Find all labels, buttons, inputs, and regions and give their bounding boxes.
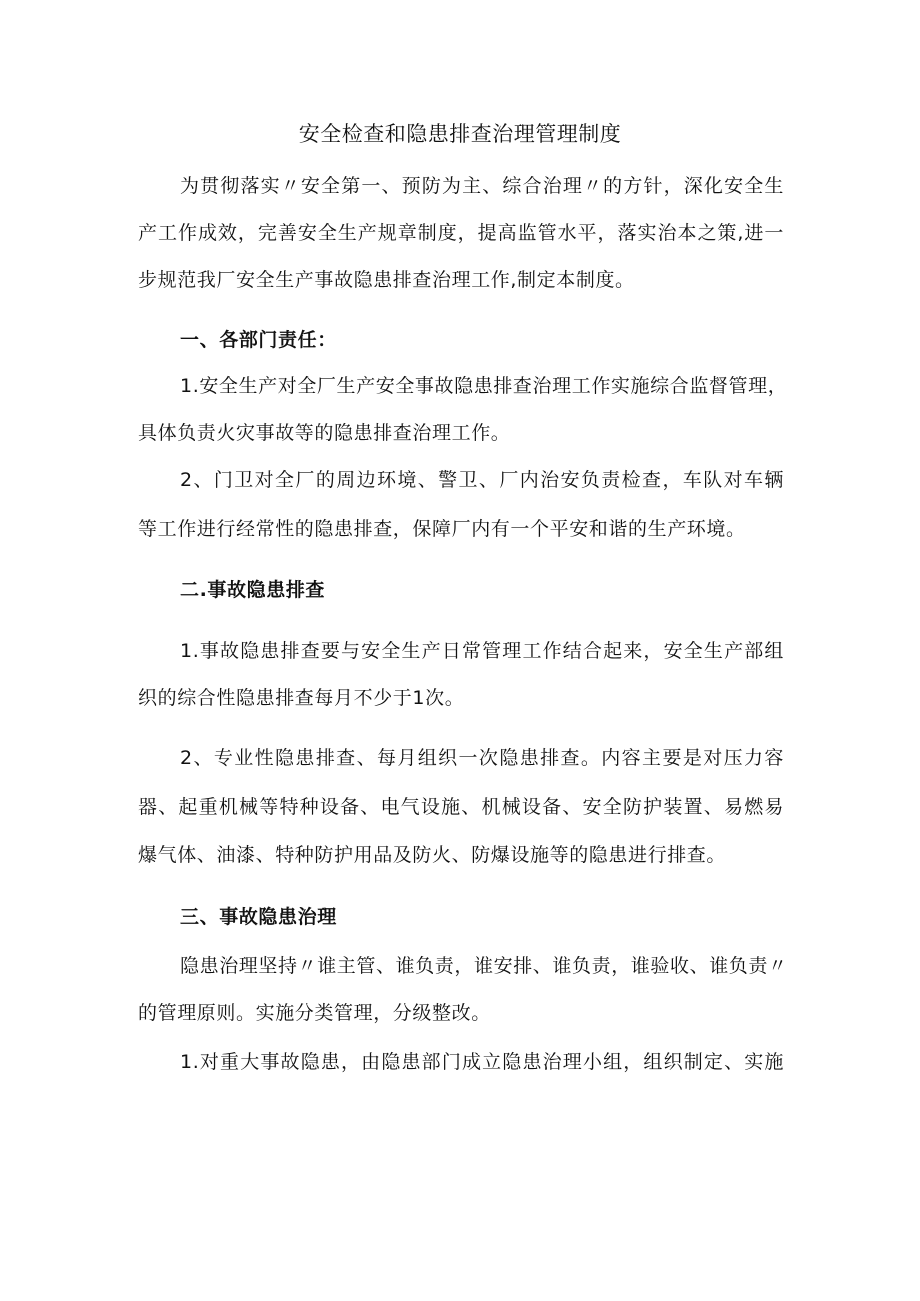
section-2-item-2-line-1: 2、专业性隐患排查、每月组织一次隐患排查。内容主要是对压力容 xyxy=(180,747,784,769)
section-1-item-1-line-1: 1.安全生产对全厂生产安全事故隐患排查治理工作实施综合监督管理， xyxy=(180,375,788,397)
intro-line-1: 为贯彻落实〃安全第一、预防为主、综合治理〃的方针，深化安全生 xyxy=(180,175,784,197)
section-3-item-1-line-1: 1.对重大事故隐患，由隐患部门成立隐患治理小组，组织制定、实施 xyxy=(180,1051,784,1073)
section-3-para-line-2: 的管理原则。实施分类管理，分级整改。 xyxy=(138,1002,491,1024)
section-3-heading: 三、事故隐患治理 xyxy=(180,906,337,928)
intro-line-2: 产工作成效，完善安全生产规章制度，提高监管水平，落实治本之策,进一 xyxy=(138,222,784,244)
intro-line-3: 步规范我厂安全生产事故隐患排查治理工作,制定本制度。 xyxy=(138,269,635,291)
section-2-heading: 二.事故隐患排查 xyxy=(180,579,326,601)
section-1-item-2-line-1: 2、门卫对全厂的周边环境、警卫、厂内治安负责检查，车队对车辆 xyxy=(180,469,784,491)
section-1-heading: 一、各部门责任： xyxy=(180,329,337,351)
document-title: 安全检查和隐患排查治理管理制度 xyxy=(298,122,622,146)
section-2-item-1-line-1: 1.事故隐患排查要与安全生产日常管理工作结合起来，安全生产部组 xyxy=(180,640,784,662)
section-3-para-line-1: 隐患治理坚持〃谁主管、谁负责，谁安排、谁负责，谁验收、谁负责〃 xyxy=(180,955,788,977)
section-2-item-2-line-2: 器、起重机械等特种设备、电气设施、机械设备、安全防护装置、易燃易 xyxy=(138,796,784,818)
section-2-item-2-line-3: 爆气体、油漆、特种防护用品及防火、防爆设施等的隐患进行排查。 xyxy=(138,844,727,866)
section-1-item-2-line-2: 等工作进行经常性的隐患排查，保障厂内有一个平安和谐的生产环境。 xyxy=(138,518,746,540)
section-2-item-1-line-2: 织的综合性隐患排查每月不少于1次。 xyxy=(138,687,465,709)
section-1-item-1-line-2: 具体负责火灾事故等的隐患排查治理工作。 xyxy=(138,422,511,444)
